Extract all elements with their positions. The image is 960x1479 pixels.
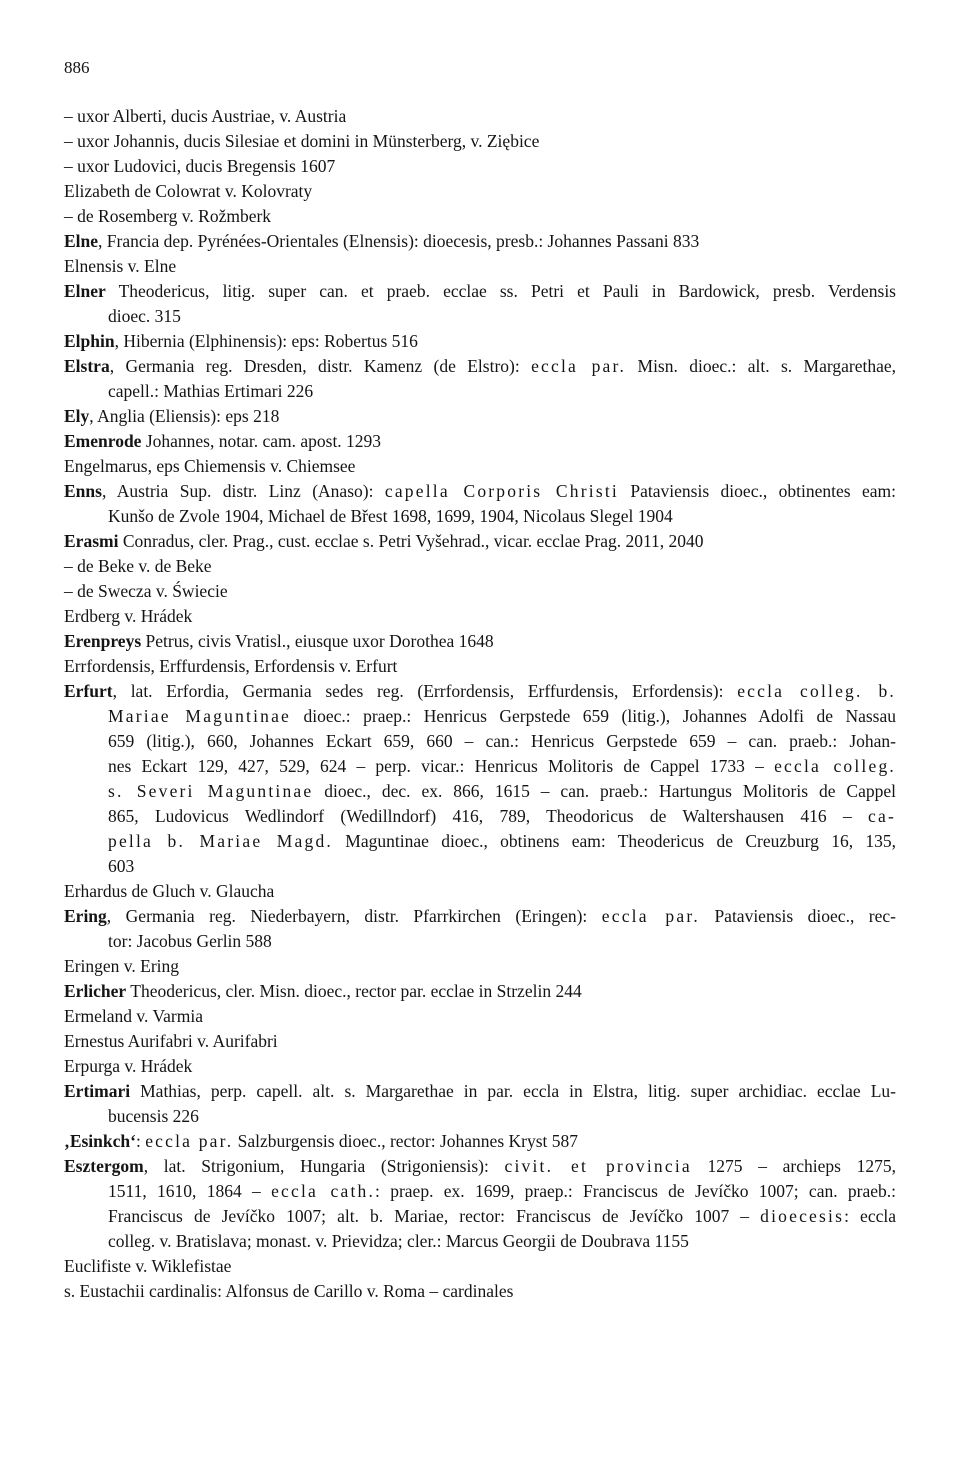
entry-text: – uxor Alberti, ducis Austriae, v. Austria (64, 106, 347, 126)
entry-text: Engelmarus, eps Chiemensis v. Chiemsee (64, 456, 356, 476)
spaced-term: civit. et provincia (504, 1156, 692, 1176)
entry-text: capell.: Mathias Ertimari 226 (108, 381, 314, 401)
index-line (64, 679, 896, 704)
entry-text: Pataviensis dioec., rec- (699, 906, 896, 926)
index-line (64, 1154, 896, 1179)
entry-headword: Esztergom (64, 1156, 144, 1176)
index-line (64, 279, 896, 304)
index-line (64, 179, 896, 204)
spaced-term: eccla colleg. (774, 756, 896, 776)
index-line (64, 1029, 896, 1054)
entry-headword: Elner (64, 281, 106, 301)
index-line (64, 204, 896, 229)
entry-headword: ‚Esinkch‘ (64, 1131, 136, 1151)
entry-text: Kunšo de Zvole 1904, Michael de Břest 1698, 1699, 1904, Nicolaus Slegel 1904 (108, 506, 673, 526)
index-line (64, 1229, 896, 1254)
entry-headword: Erasmi (64, 531, 119, 551)
entry-text: 865, Ludovicus Wedlindorf (Wedillndorf) 416, 789, Theodoricus de Waltershausen 416 – (108, 806, 869, 826)
entry-text: Johannes, notar. cam. apost. 1293 (141, 431, 382, 451)
entry-headword: Enns (64, 481, 102, 501)
index-line (64, 129, 896, 154)
index-line (64, 429, 896, 454)
index-line (64, 629, 896, 654)
index-line (64, 1279, 896, 1304)
entry-text: Elnensis v. Elne (64, 256, 177, 276)
entry-text: Erpurga v. Hrádek (64, 1056, 193, 1076)
spaced-term: s. Severi Maguntinae (108, 781, 314, 801)
index-line (64, 254, 896, 279)
index-line (64, 1104, 896, 1129)
index-line (64, 304, 896, 329)
entry-headword: Ertimari (64, 1081, 131, 1101)
index-line (64, 1204, 896, 1229)
entry-text: colleg. v. Bratislava; monast. v. Prievidza; cler.: Marcus Georgii de Doubrava 1155 (108, 1231, 689, 1251)
index-line (64, 779, 896, 804)
entry-text: , lat. Erfordia, Germania sedes reg. (Errfordensis, Erffurdensis, Erfordensis): (112, 681, 738, 701)
entry-text: dioec. 315 (108, 306, 181, 326)
entry-text: Ernestus Aurifabri v. Aurifabri (64, 1031, 278, 1051)
index-line (64, 954, 896, 979)
index-line (64, 979, 896, 1004)
entry-text: Errfordensis, Erffurdensis, Erfordensis v. Erfurt (64, 656, 398, 676)
index-line (64, 829, 896, 854)
entry-text: – uxor Johannis, ducis Silesiae et domini in Münsterberg, v. Ziębice (64, 131, 540, 151)
entry-headword: Erfurt (64, 681, 113, 701)
spaced-term: eccla par. (531, 356, 627, 376)
index-line (64, 1004, 896, 1029)
entry-headword: Elstra (64, 356, 110, 376)
index-line (64, 529, 896, 554)
index-line (64, 479, 896, 504)
entry-text: dioec.: praep.: Henricus Gerpstede 659 (litig.), Johannes Adolfi de Nassau (291, 706, 896, 726)
entry-text: : (135, 1131, 146, 1151)
entry-text: , Germania reg. Dresden, distr. Kamenz (de Elstro): (109, 356, 532, 376)
entry-text: , Hibernia (Elphinensis): eps: Robertus 516 (114, 331, 418, 351)
index-line (64, 754, 896, 779)
spaced-term: ca- (868, 806, 896, 826)
entry-headword: Ely (64, 406, 90, 426)
entry-text: Theodericus, cler. Misn. dioec., rector par. ecclae in Strzelin 244 (126, 981, 582, 1001)
entry-text: , lat. Strigonium, Hungaria (Strigoniensis): (143, 1156, 505, 1176)
entry-text: Petrus, civis Vratisl., eiusque uxor Dorothea 1648 (141, 631, 494, 651)
entry-text: – uxor Ludovici, ducis Bregensis 1607 (64, 156, 336, 176)
entry-text: 659 (litig.), 660, Johannes Eckart 659, 660 – can.: Henricus Gerpstede 659 – can. praeb.: Johan- (108, 731, 896, 751)
index-line (64, 804, 896, 829)
entry-text: , Germania reg. Niederbayern, distr. Pfarrkirchen (Eringen): (106, 906, 602, 926)
index-line (64, 879, 896, 904)
spaced-term: pella b. Mariae Magd. (108, 831, 333, 851)
index-line (64, 229, 896, 254)
spaced-term: capella Corporis Christi (384, 481, 619, 501)
entry-text: 1275 – archieps 1275, (691, 1156, 896, 1176)
entry-text: Maguntinae dioec., obtinens eam: Theodericus de Creuzburg 16, 135, (333, 831, 896, 851)
entry-text: : praep. ex. 1699, praep.: Franciscus de Jevíčko 1007; can. praeb.: (375, 1181, 896, 1201)
index-line (64, 654, 896, 679)
index-line (64, 329, 896, 354)
entry-headword: Erenpreys (64, 631, 142, 651)
entry-text: Pataviensis dioec., obtinentes eam: (618, 481, 896, 501)
index-line (64, 554, 896, 579)
index-line (64, 1079, 896, 1104)
index-line (64, 854, 896, 879)
index-line (64, 579, 896, 604)
entry-text: , Francia dep. Pyrénées-Orientales (Elnensis): dioecesis, presb.: Johannes Passani 833 (98, 231, 700, 251)
index-line (64, 504, 896, 529)
spaced-term: eccla cath. (271, 1181, 376, 1201)
index-line (64, 929, 896, 954)
entry-text: 1511, 1610, 1864 – (108, 1181, 272, 1201)
index-line (64, 454, 896, 479)
index-line (64, 1054, 896, 1079)
entry-text: – de Rosemberg v. Rožmberk (64, 206, 272, 226)
entry-headword: Ering (64, 906, 107, 926)
entry-text: 603 (108, 856, 135, 876)
index-line (64, 1179, 896, 1204)
entry-text: s. Eustachii cardinalis: Alfonsus de Carillo v. Roma – cardinales (64, 1281, 514, 1301)
entry-text: – de Swecza v. Świecie (64, 581, 228, 601)
entry-headword: Erlicher (64, 981, 127, 1001)
entry-text: Euclifiste v. Wiklefistae (64, 1256, 232, 1276)
entry-headword: Elne (64, 231, 99, 251)
entry-text: dioec., dec. ex. 866, 1615 – can. praeb.: Hartungus Molitoris de Cappel (313, 781, 896, 801)
index-entries (64, 104, 896, 1304)
entry-text: Elizabeth de Colowrat v. Kolovraty (64, 181, 313, 201)
index-line (64, 354, 896, 379)
entry-text: Salzburgensis dioec., rector: Johannes Kryst 587 (233, 1131, 579, 1151)
spaced-term: Mariae Maguntinae (108, 706, 292, 726)
entry-text: : eccla (844, 1206, 896, 1226)
spaced-term: eccla par. (601, 906, 700, 926)
entry-text: Erhardus de Gluch v. Glaucha (64, 881, 275, 901)
index-line (64, 154, 896, 179)
page-number: 886 (64, 58, 90, 77)
index-line (64, 104, 896, 129)
index-line (64, 604, 896, 629)
index-line (64, 404, 896, 429)
entry-text: Misn. dioec.: alt. s. Margarethae, (626, 356, 896, 376)
index-line (64, 1129, 896, 1154)
entry-text: Ermeland v. Varmia (64, 1006, 203, 1026)
entry-text: Erdberg v. Hrádek (64, 606, 193, 626)
entry-text: , Anglia (Eliensis): eps 218 (89, 406, 280, 426)
index-line (64, 1254, 896, 1279)
entry-headword: Elphin (64, 331, 115, 351)
entry-text: , Austria Sup. distr. Linz (Anaso): (101, 481, 385, 501)
entry-text: nes Eckart 129, 427, 529, 624 – perp. vicar.: Henricus Molitoris de Cappel 1733 – (108, 756, 775, 776)
index-line (64, 904, 896, 929)
index-line (64, 379, 896, 404)
spaced-term: eccla par. (145, 1131, 234, 1151)
spaced-term: eccla colleg. b. (737, 681, 897, 701)
entry-text: tor: Jacobus Gerlin 588 (108, 931, 272, 951)
entry-headword: Emenrode (64, 431, 142, 451)
entry-text: Conradus, cler. Prag., cust. ecclae s. Petri Vyšehrad., vicar. ecclae Prag. 2011, 2040 (118, 531, 704, 551)
entry-text: Franciscus de Jevíčko 1007; alt. b. Mariae, rector: Franciscus de Jevíčko 1007 – (108, 1206, 761, 1226)
index-line (64, 729, 896, 754)
entry-text: – de Beke v. de Beke (64, 556, 212, 576)
entry-text: Theodericus, litig. super can. et praeb. ecclae ss. Petri et Pauli in Bardowick, presb. Verdensis (105, 281, 896, 301)
index-line (64, 704, 896, 729)
entry-text: Mathias, perp. capell. alt. s. Margarethae in par. eccla in Elstra, litig. super archidiac. ecclae Lu- (130, 1081, 896, 1101)
spaced-term: dioecesis (760, 1206, 845, 1226)
entry-text: Eringen v. Ering (64, 956, 180, 976)
entry-text: bucensis 226 (108, 1106, 199, 1126)
